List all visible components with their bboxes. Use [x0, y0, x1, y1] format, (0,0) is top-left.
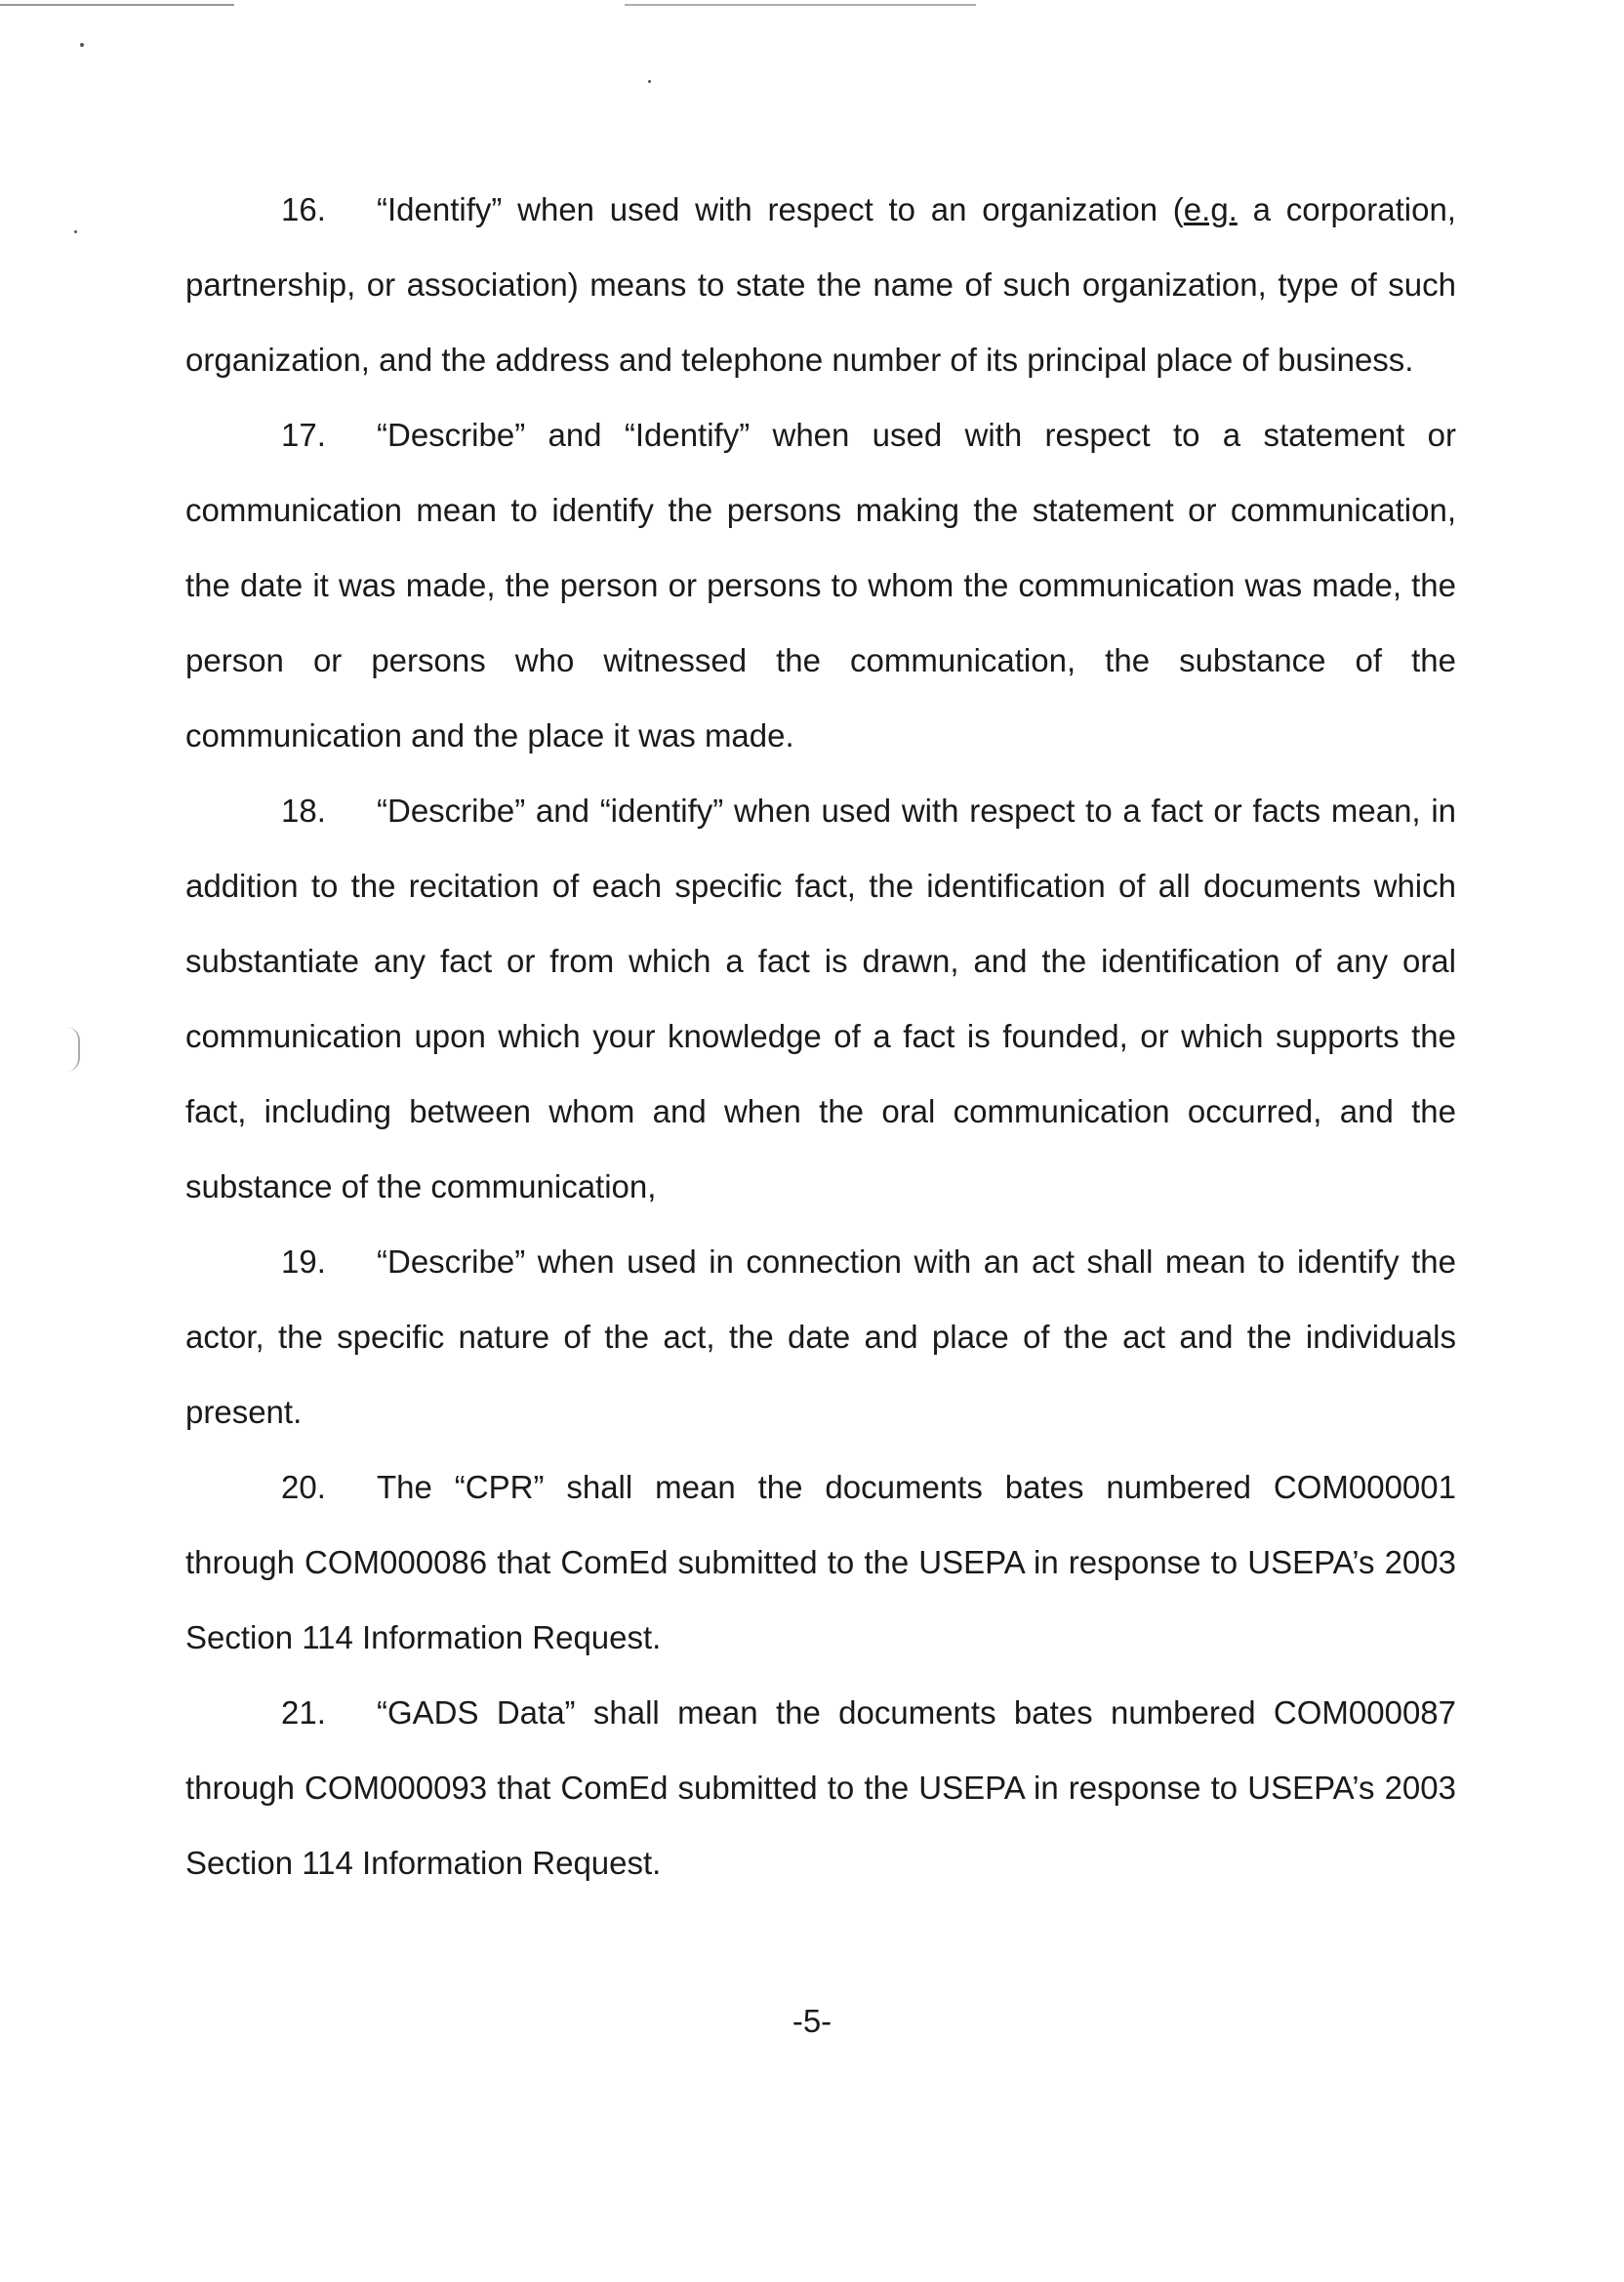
- document-body: [185, 172, 1456, 1900]
- margin-mark: [64, 1027, 80, 1072]
- eg-abbreviation: e.g.: [1183, 191, 1238, 227]
- paragraph-20: [185, 1449, 1456, 1675]
- paragraph-21: [185, 1675, 1456, 1900]
- paragraph-text: The “CPR” shall mean the documents bates numbered COM000001 through COM000086 that ComEd submitted to the USEPA in response to USEPA’s 2003 Section 114 Information Request.: [185, 1469, 1456, 1655]
- paragraph-text: “GADS Data” shall mean the documents bates numbered COM000087 through COM000093 that ComEd submitted to the USEPA in response to USEPA’s 2003 Section 114 Information Request.: [185, 1694, 1456, 1881]
- paragraph-text: “Describe” and “Identify” when used with respect to a statement or communication mean to identify the persons making the statement or communication, the date it was made, the person or persons to whom the communication was made, the person or persons who witnessed the communication, the substance of the communication and the place it was made.: [185, 417, 1456, 754]
- scan-speck: [648, 80, 651, 83]
- paragraph-16: [185, 172, 1456, 397]
- paragraph-number: 18.: [281, 793, 326, 829]
- paragraph-number: 16.: [281, 191, 326, 227]
- paragraph-text: “Describe” and “identify” when used with respect to a fact or facts mean, in addition to the recitation of each specific fact, the identification of all documents which substantiate any fact or from which a fact is drawn, and the identification of any oral communication upon which your knowledge of a fact is founded, or which supports the fact, including between whom and when the oral communication occurred, and the substance of the communication,: [185, 793, 1456, 1204]
- paragraph-text: “Describe” when used in connection with an act shall mean to identify the actor, the specific nature of the act, the date and place of the act and the individuals present.: [185, 1243, 1456, 1430]
- paragraph-19: [185, 1224, 1456, 1449]
- paragraph-number: 17.: [281, 417, 326, 453]
- paragraph-number: 21.: [281, 1694, 326, 1731]
- scan-artifact-line: [625, 4, 976, 6]
- paragraph-number: 20.: [281, 1469, 326, 1505]
- paragraph-18: [185, 773, 1456, 1224]
- paragraph-number: 19.: [281, 1243, 326, 1280]
- paragraph-text: a corporation, partnership, or association) means to state the name of such organization, type of such organization, and the address and telephone number of its principal place of business.: [185, 191, 1456, 378]
- scan-speck: [80, 43, 84, 47]
- paragraph-lead: “Identify” when used with respect to an organization (: [377, 191, 1184, 227]
- scan-speck: [74, 230, 77, 233]
- paragraph-17: [185, 397, 1456, 773]
- scan-artifact-line: [0, 4, 234, 6]
- page-number: -5-: [792, 2003, 832, 2039]
